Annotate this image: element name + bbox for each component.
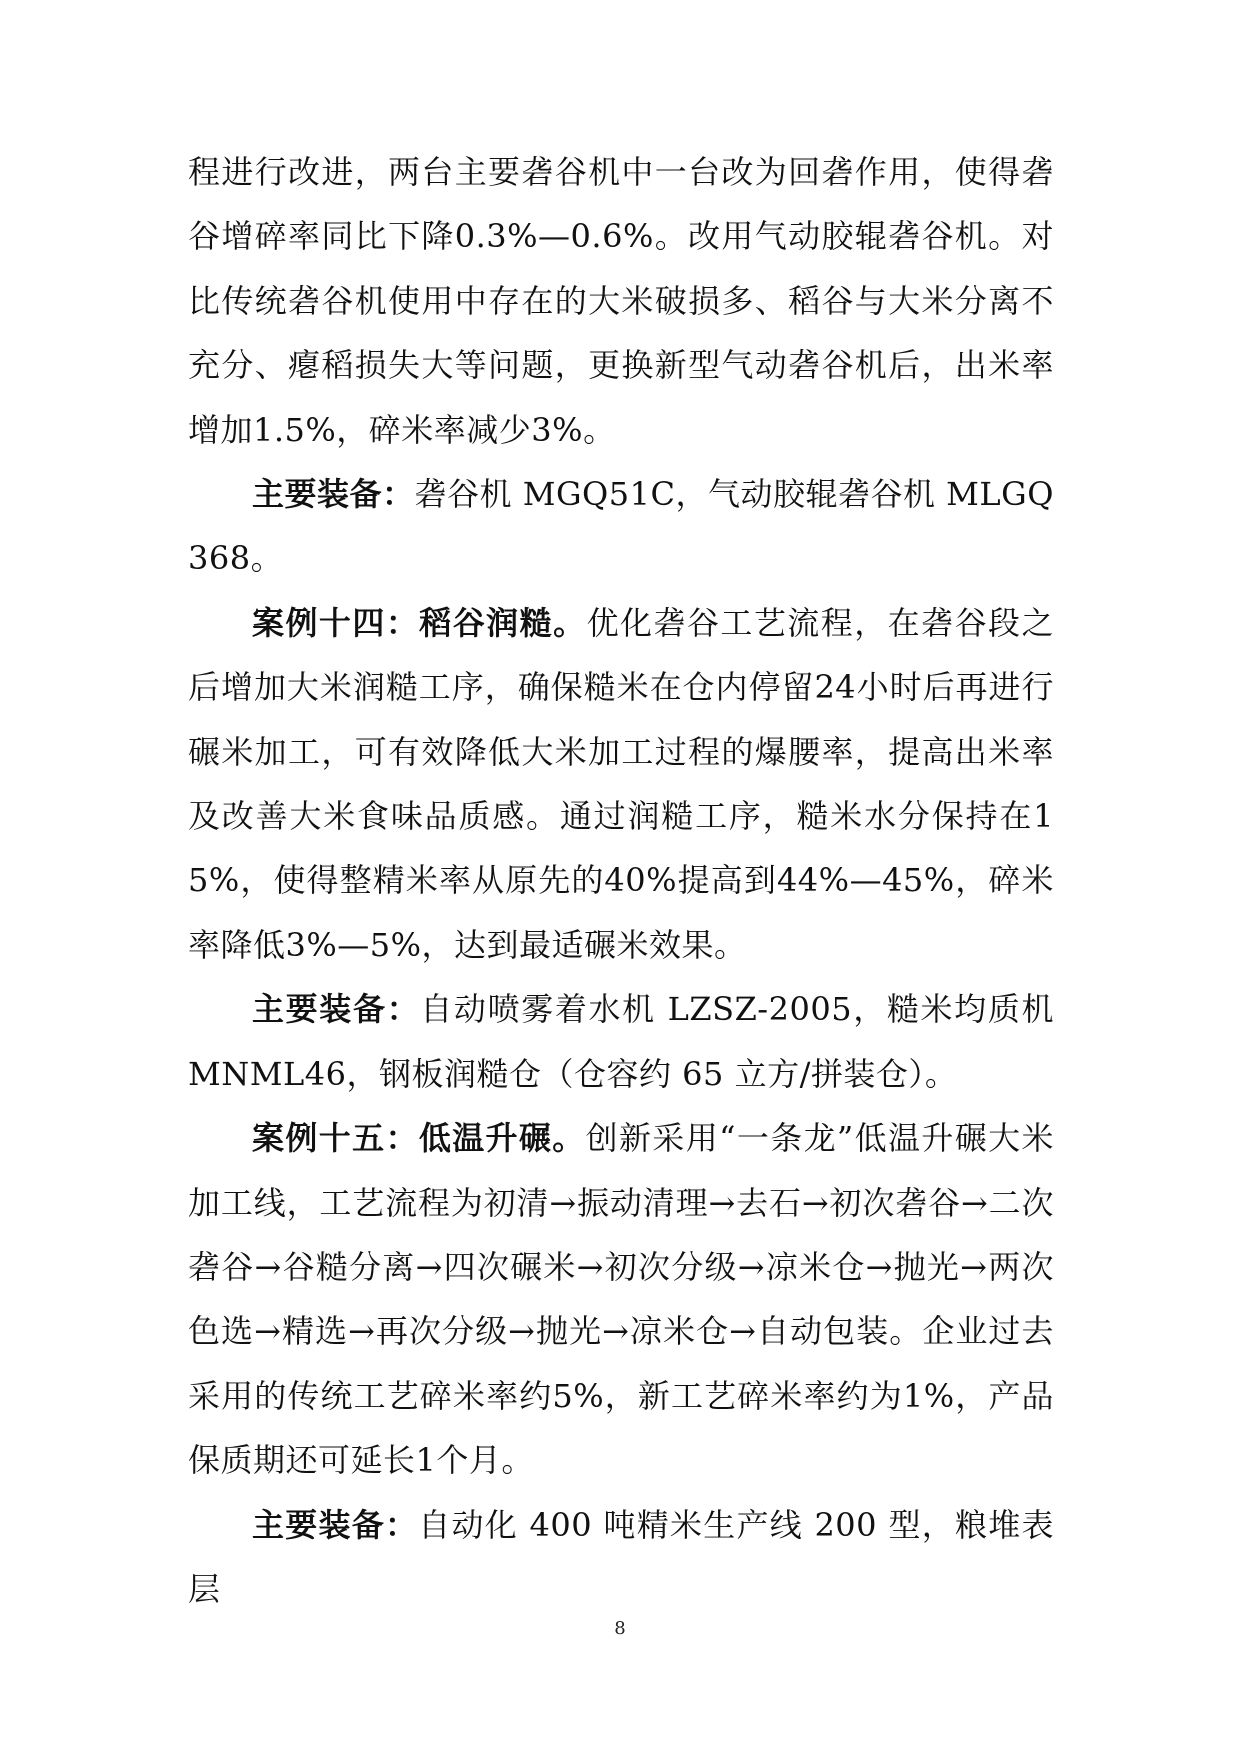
paragraph-lead: 案例十五：低温升碾。: [252, 1119, 586, 1158]
paragraph-lead: 案例十四：稻谷润糙。: [252, 603, 587, 642]
paragraph-text: 创新采用“一条龙”低温升碾大米加工线，工艺流程为初清→振动清理→去石→初次砻谷→二次砻谷→谷糙分离→四次碾米→初次分级→凉米仓→抛光→两次色选→精选→再次分级→抛光→凉米仓→自动包装。企业过去采用的传统工艺碎米率约5%，新工艺碎米率约为1%，产品保质期还可延长1个月。: [188, 1119, 1054, 1480]
paragraph-lead: 主要装备：: [252, 990, 421, 1029]
paragraph-lead: 主要装备：: [252, 1505, 419, 1544]
paragraph-case-15: [188, 1106, 1054, 1492]
paragraph-text: 自动喷雾着水机 LZSZ-2005，糙米均质机 MNML46，钢板润糙仓（仓容约 65 立方/拼装仓）。: [188, 990, 1054, 1093]
paragraph-continuation: [188, 140, 1054, 462]
paragraph-text: 程进行改进，两台主要砻谷机中一台改为回砻作用，使得砻谷增碎率同比下降0.3%—0.6%。改用气动胶辊砻谷机。对比传统砻谷机使用中存在的大米破损多、稻谷与大米分离不充分、瘪稻损失大等问题，更换新型气动砻谷机后，出米率增加1.5%，碎米率减少3%。: [188, 153, 1054, 449]
paragraph-equipment-13: [188, 462, 1054, 591]
paragraph-case-14: [188, 591, 1054, 977]
document-body: [188, 140, 1054, 1621]
paragraph-equipment-15: [188, 1493, 1054, 1622]
page-number: 8: [614, 1618, 626, 1639]
paragraph-equipment-14: [188, 977, 1054, 1106]
paragraph-text: 自动化 400 吨精米生产线 200 型，粮堆表层: [188, 1505, 1054, 1608]
paragraph-text: 砻谷机 MGQ51C，气动胶辊砻谷机 MLGQ 368。: [188, 475, 1054, 578]
paragraph-lead: 主要装备：: [252, 475, 415, 514]
paragraph-text: 优化砻谷工艺流程，在砻谷段之后增加大米润糙工序，确保糙米在仓内停留24小时后再进行碾米加工，可有效降低大米加工过程的爆腰率，提高出米率及改善大米食味品质感。通过润糙工序，糙米水分保持在15%，使得整精米率从原先的40%提高到44%—45%，碎米率降低3%—5%，达到最适碾米效果。: [188, 603, 1054, 964]
